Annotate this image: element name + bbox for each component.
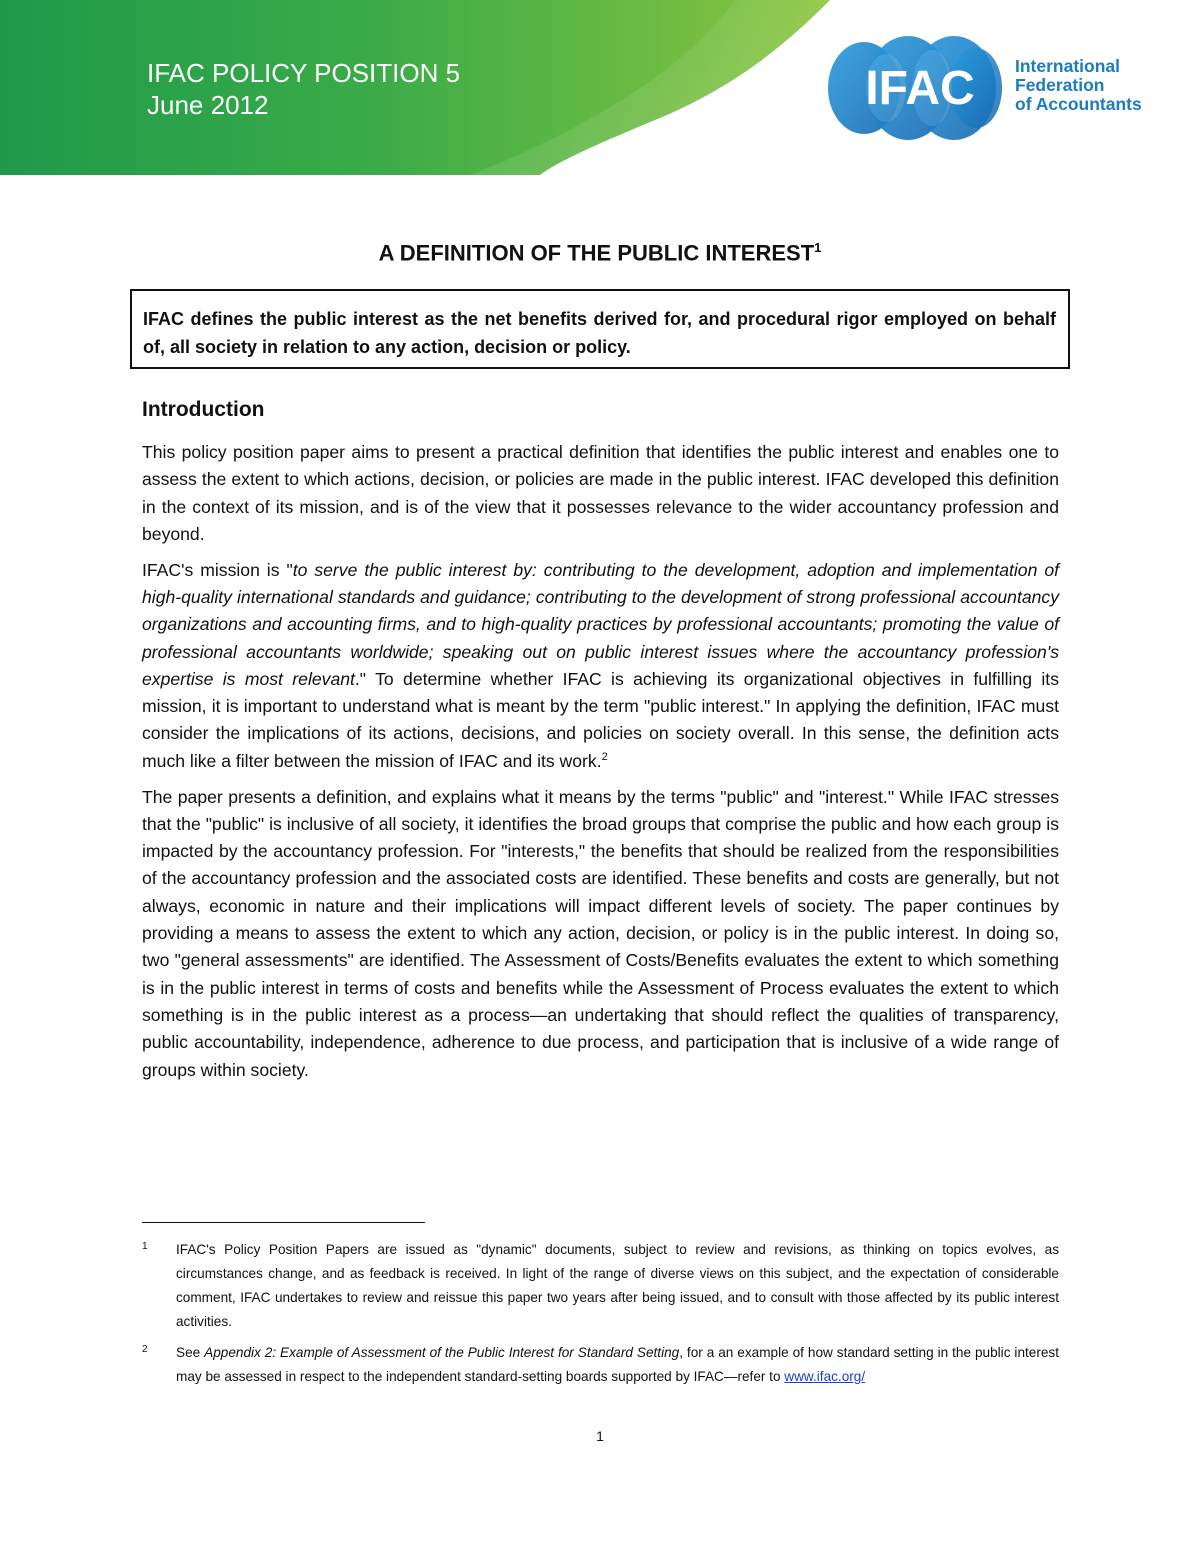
body-text	[142, 439, 1059, 1092]
header-text	[147, 57, 460, 121]
logo-name-line-2: Federation	[1015, 75, 1105, 95]
footnotes	[142, 1238, 1059, 1396]
paragraph-2-lead: IFAC's mission is "	[142, 559, 293, 580]
footnote-2	[142, 1341, 1059, 1389]
header-date: June 2012	[147, 90, 269, 120]
logo-wordmark	[1015, 57, 1142, 114]
footnote-1	[142, 1238, 1059, 1334]
footnote-2-lead: See	[176, 1345, 205, 1360]
footnote-divider	[142, 1222, 425, 1223]
mission-quote: to serve the public interest by: contributing to the development, adoption and implementation of high-quality international standards and guidance; contributing to the development of strong professional accountancy organizations and accounting firms, and to high-quality practices by professional accountants; promoting the value of professional accountants worldwide; speaking out on public interest issues where the accountancy profession's expertise is most relevant	[142, 559, 1059, 689]
footnote-ref-2: 2	[601, 750, 608, 763]
definition-box: IFAC defines the public interest as the net benefits derived for, and procedural rigor employed on behalf of, all society in relation to any action, decision or policy.	[130, 289, 1070, 369]
paragraph-3: The paper presents a definition, and explains what it means by the terms "public" and "interest." While IFAC stresses that the "public" is inclusive of all society, it identifies the broad groups that comprise the public and how each group is impacted by the accountancy profession. For "interests," the benefits that should be realized from the responsibilities of the accountancy profession and the associated costs are identified. These benefits and costs are generally, but not always, economic in nature and their implications will impact different levels of society. The paper continues by providing a means to assess the extent to which any action, decision, or policy is in the public interest. In doing so, two "general assessments" are identified. The Assessment of Costs/Benefits evaluates the extent to which something is in the public interest in terms of costs and benefits while the Assessment of Process evaluates the extent to which something is in the public interest as a process—an undertaking that should reflect the qualities of transparency, public accountability, independence, adherence to due process, and participation that is inclusive of a wide range of groups within society.	[142, 786, 1059, 1080]
logo-mark-icon	[828, 36, 1002, 140]
logo-name-line-3: of Accountants	[1015, 94, 1142, 114]
document-title-text: A DEFINITION OF THE PUBLIC INTEREST	[378, 240, 815, 266]
logo-name-line-1: International	[1015, 56, 1121, 76]
title-footnote-ref: 1	[814, 240, 822, 255]
logo-mark-text: IFAC	[865, 62, 975, 115]
paragraph-1: This policy position paper aims to present a practical definition that identifies the public interest and enables one to assess the extent to which actions, decision, or policies are made in the public interest. IFAC developed this definition in the context of its mission, and is of the view that it possesses relevance to the wider accountancy profession and beyond.	[142, 442, 1059, 544]
footnote-1-text: IFAC's Policy Position Papers are issued as "dynamic" documents, subject to review and revisions, as thinking on topics evolves, as circumstances change, and as feedback is received. In light of the range of diverse views on this subject, and the expectation of considerable comment, IFAC undertakes to review and reissue this paper two years after being issued, and to consult with those affected by its public interest activities.	[176, 1242, 1059, 1329]
page-number: 1	[596, 1428, 604, 1444]
footnote-1-number: 1	[142, 1241, 148, 1252]
paragraph-2	[142, 557, 1059, 775]
section-heading: Introduction	[142, 398, 265, 421]
paragraph-2-rest: ." To determine whether IFAC is achieving its organizational objectives in fulfilling its mission, it is important to understand what is meant by the term "public interest." In applying the definition, IFAC must consider the implications of its actions, decisions, and policies on society overall. In this sense, the definition acts much like a filter between the mission of IFAC and its work.	[142, 668, 1059, 771]
document-title	[0, 240, 1200, 266]
ifac-website-link[interactable]: www.ifac.org/	[784, 1369, 866, 1384]
footnote-2-number: 2	[142, 1344, 148, 1355]
header-series: IFAC POLICY POSITION 5	[147, 58, 461, 88]
footnote-2-appendix-title: Appendix 2: Example of Assessment of the Public Interest for Standard Setting	[204, 1345, 680, 1360]
footnote-2-text: , for a an example of how standard setting in the public interest may be assessed in respect to the independent standard-setting boards supported by IFAC—refer to	[176, 1345, 1060, 1384]
